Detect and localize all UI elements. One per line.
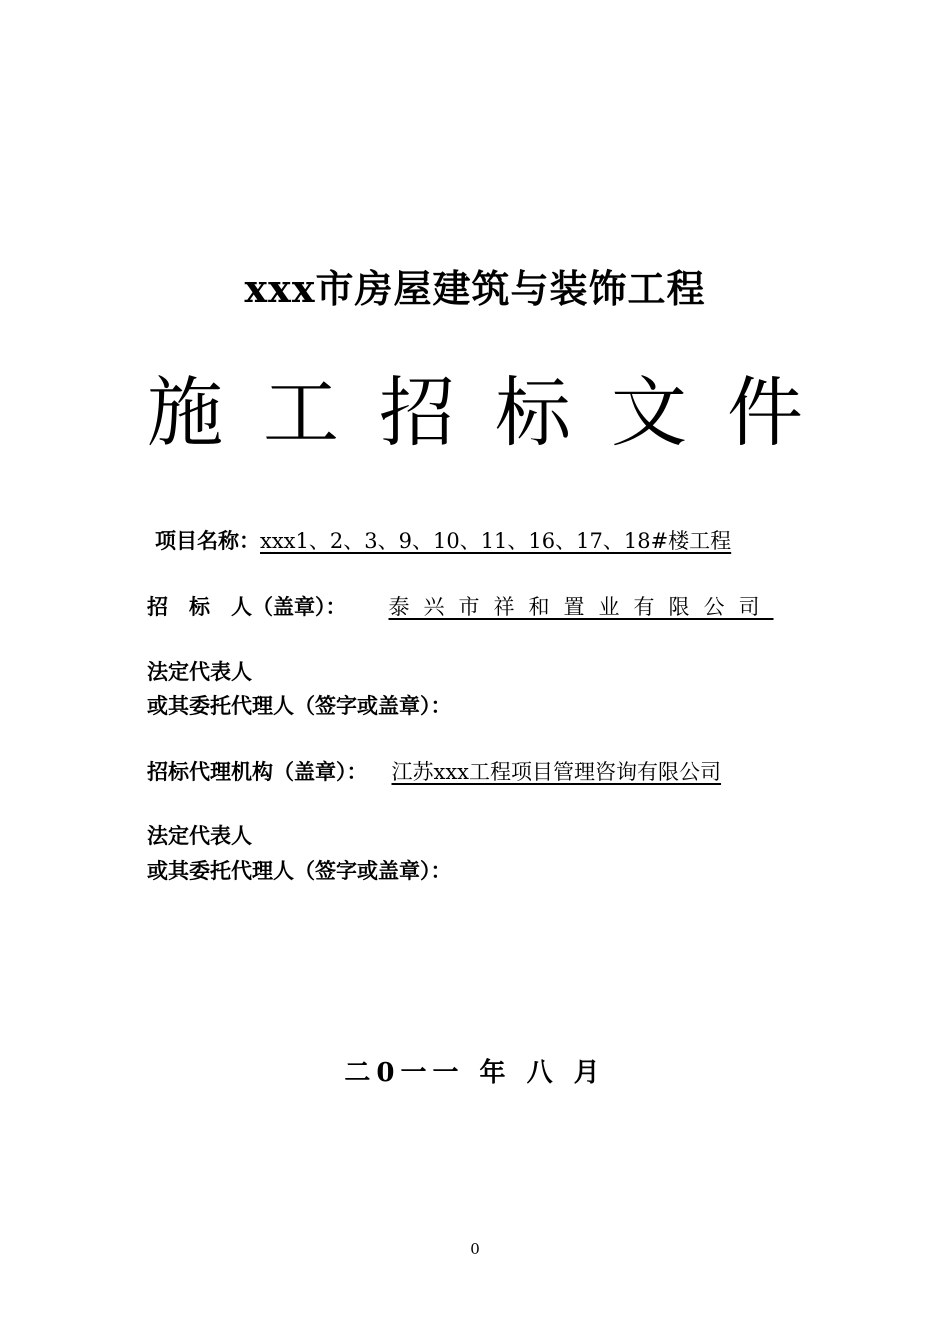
agency-underline — [368, 756, 748, 786]
document-date: 二0一一 年 八 月 — [344, 1058, 606, 1088]
project-name-row — [155, 525, 731, 555]
document-title: xxx市房屋建筑与装饰工程 — [244, 266, 706, 311]
tenderer-value: 泰兴市祥和置业有限公司 — [388, 595, 774, 619]
project-name-value: xxx1、2、3、9、10、11、16、17、18#楼工程 — [260, 529, 732, 553]
page-number: 0 — [470, 1240, 480, 1258]
document-subtitle: 施工招标文件 — [147, 368, 843, 457]
legal-rep-2-line2: 或其委托代理人（签字或盖章）： — [147, 858, 452, 883]
legal-rep-2-line1: 法定代表人 — [147, 823, 252, 848]
agency-row — [147, 756, 748, 786]
agency-label: 招标代理机构（盖章）： — [147, 759, 368, 784]
tenderer-label: 招 标 人（盖章）： — [147, 594, 347, 619]
legal-rep-1-line1: 法定代表人 — [147, 659, 252, 684]
agency-value: 江苏xxx工程项目管理咨询有限公司 — [391, 760, 722, 784]
project-name-label: 项目名称： — [155, 528, 260, 553]
legal-rep-1-line2: 或其委托代理人（签字或盖章）： — [147, 693, 452, 718]
tenderer-underline — [347, 591, 774, 621]
tenderer-row — [147, 591, 774, 621]
